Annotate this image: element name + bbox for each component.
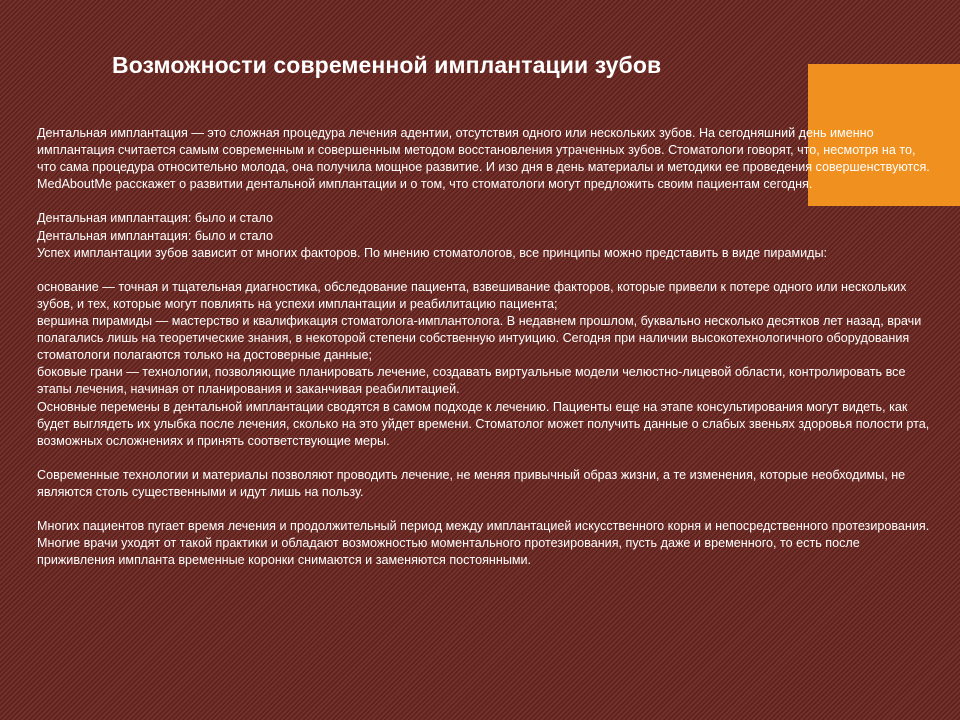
slide-body bbox=[37, 125, 932, 569]
paragraph-spacer bbox=[37, 450, 932, 467]
paragraph-spacer bbox=[37, 262, 932, 279]
pyramid-base-item: основание — точная и тщательная диагностика, обследование пациента, взвешивание факторов, которые привели к потере одного или нескольких зубов, и тех, которые могут повлиять на успехи имплантации и реабилитацию пациента; bbox=[37, 279, 907, 311]
paragraph-spacer bbox=[37, 193, 932, 210]
changes-paragraph: Основные перемены в дентальной имплантации сводятся в самом подходе к лечению. Пациенты еще на этапе консультирования могут видеть, как будет выглядеть их улыбка после лечения, сколько на это уйдет времени. Стоматолог может получить данные о слабых звеньях здоровья полости рта, возможных осложнениях и принять соответствующие меры. bbox=[37, 399, 930, 448]
prosthetics-paragraph: Многих пациентов пугает время лечения и продолжительный период между имплантацией искусственного корня и непосредственного протезирования. Многие врачи уходят от такой практики и обладают возможностью моментального протезирования, пусть даже и временного, то есть после приживления импланта временные коронки снимаются и заменяются постоянными. bbox=[37, 519, 930, 568]
subheading-line: Дентальная имплантация: было и стало bbox=[37, 211, 274, 226]
technologies-paragraph: Современные технологии и материалы позволяют проводить лечение, не меняя привычный образ жизни, а те изменения, которые необходимы, не являются столь существенными и идут лишь на пользу. bbox=[37, 467, 906, 499]
slide-title: Возможности современной имплантации зубов bbox=[112, 52, 662, 78]
paragraph-spacer bbox=[37, 501, 932, 518]
subheading-line: Дентальная имплантация: было и стало bbox=[37, 228, 274, 243]
pyramid-sides-item: боковые грани — технологии, позволяющие планировать лечение, создавать виртуальные модели челюстно-лицевой области, контролировать все этапы лечения, начиная от планирования и заканчивая реабилитацией. bbox=[37, 365, 906, 397]
pyramid-intro-paragraph: Успех имплантации зубов зависит от многих факторов. По мнению стоматологов, все принципы можно представить в виде пирамиды: bbox=[37, 245, 828, 260]
intro-paragraph: Дентальная имплантация — это сложная процедура лечения адентии, отсутствия одного или нескольких зубов. На сегодняшний день именно имплантация считается самым современным и совершенным методом восстановления утраченных зубов. Стоматологи говорят, что, несмотря на то, что сама процедура относительно молода, она получила мощное развитие. И изо дня в день материалы и методики ее проведения совершенствуются. MedAboutMe расскажет о развитии дентальной имплантации и о том, что стоматологи могут предложить своим пациентам сегодня. bbox=[37, 126, 930, 192]
pyramid-top-item: вершина пирамиды — мастерство и квалификация стоматолога-имплантолога. В недавнем прошлом, буквально несколько десятков лет назад, врачи полагались лишь на теоретические знания, в некоторой степени собственную интуицию. Сегодня при наличии высокотехнологичного оборудования стоматологи полагаются только на достоверные данные; bbox=[37, 314, 922, 363]
